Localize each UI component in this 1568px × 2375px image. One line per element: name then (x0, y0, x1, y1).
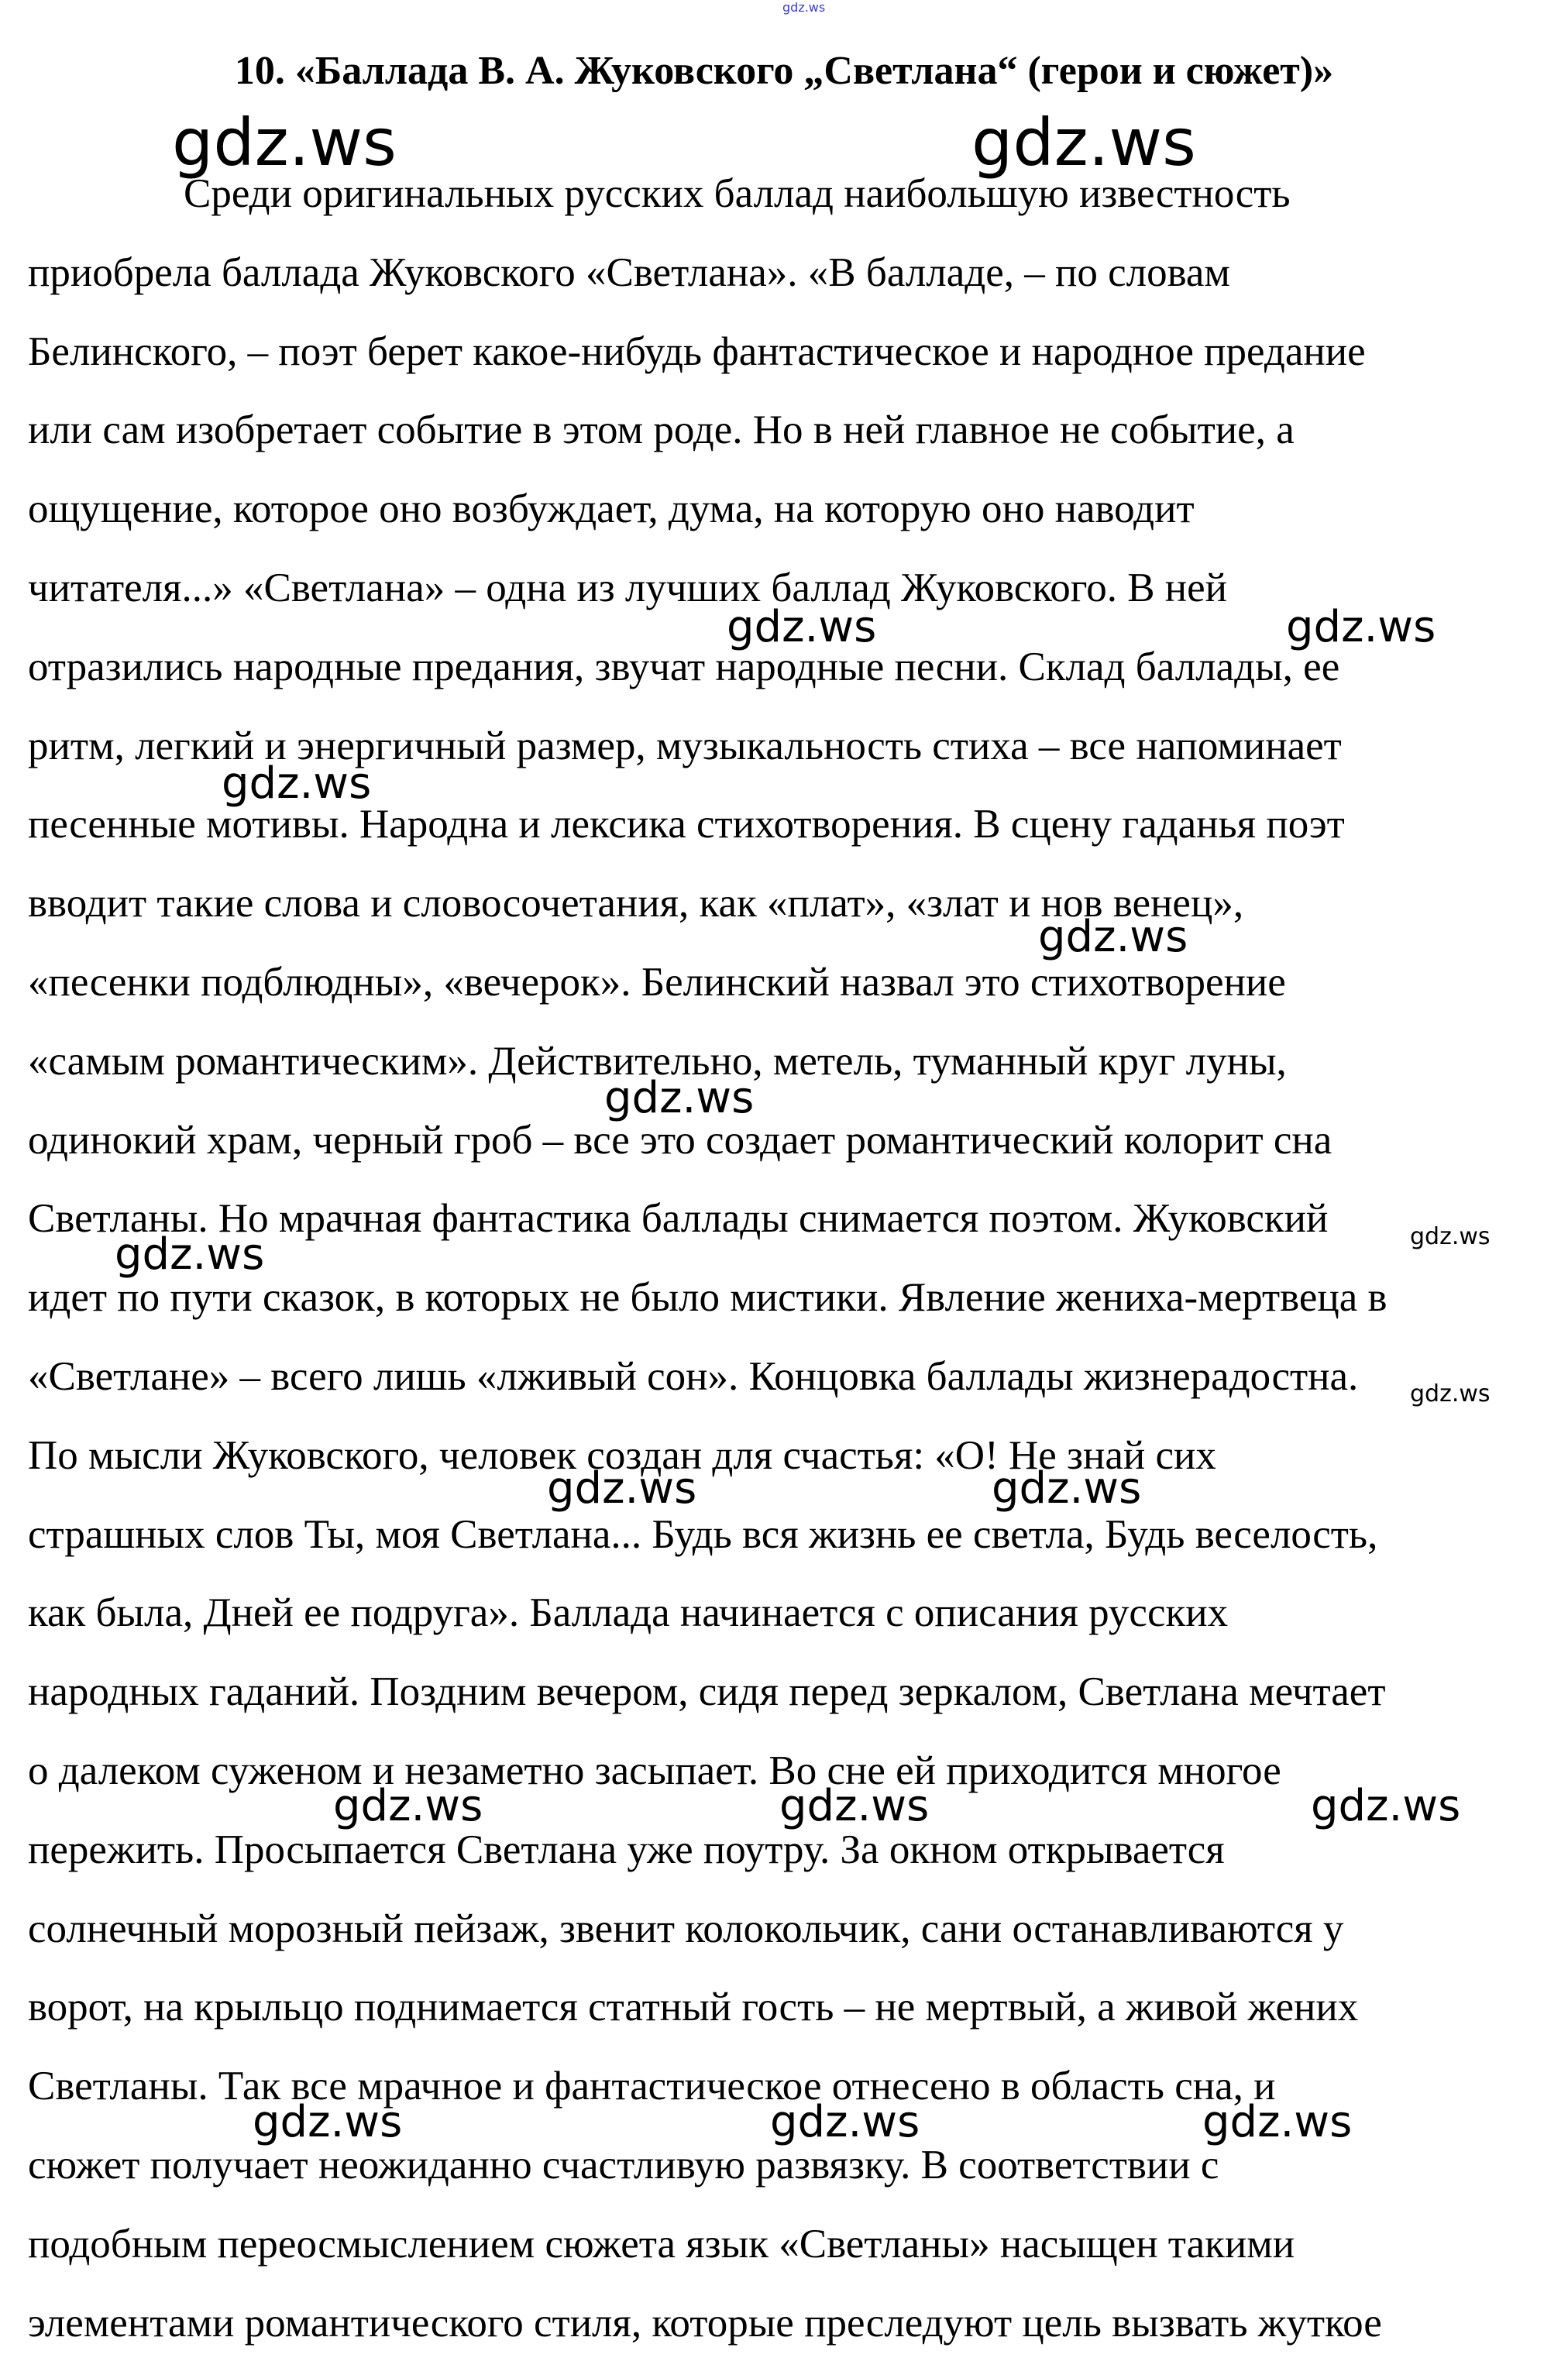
text-line: идет по пути сказок, в которых не было мистики. Явление жениха-мертвеца в (28, 1275, 1387, 1321)
watermark: gdz.ws (547, 1463, 697, 1514)
watermark: gdz.ws (727, 602, 877, 652)
watermark: gdz.ws (333, 1781, 483, 1831)
watermark: gdz.ws (172, 105, 397, 180)
watermark: gdz.ws (992, 1463, 1142, 1514)
text-line: о далеком суженом и незаметно засыпает. Во сне ей приходится многое (28, 1748, 1281, 1793)
text-line: вводит такие слова и словосочетания, как «плат», «злат и нов венец», (28, 881, 1244, 926)
text-line: песенные мотивы. Народна и лексика стихотворения. В сцену гаданья поэт (28, 802, 1345, 847)
watermark: gdz.ws (1410, 1223, 1491, 1250)
watermark: gdz.ws (779, 1781, 930, 1831)
text-line: элементами романтического стиля, которые преследуют цель вызвать жуткое (28, 2300, 1382, 2346)
text-line: пережить. Просыпается Светлана уже поутру. За окном открывается (28, 1827, 1225, 1872)
watermark: gdz.ws (253, 2097, 403, 2147)
text-line: одинокий храм, черный гроб – все это создает романтический колорит сна (28, 1117, 1332, 1163)
text-line: народных гаданий. Поздним вечером, сидя перед зеркалом, Светлана мечтает (28, 1669, 1386, 1715)
watermark: gdz.ws (222, 758, 372, 809)
text-line: отразились народные предания, звучат народные песни. Склад баллады, ее (28, 644, 1340, 689)
text-line: или сам изобретает событие в этом роде. Но в ней главное не событие, а (28, 407, 1295, 453)
text-line: «самым романтическим». Действительно, метель, туманный круг луны, (28, 1038, 1287, 1084)
text-line: приобрела баллада Жуковского «Светлана». «В балладе, – по словам (28, 249, 1230, 295)
text-line: ворот, на крыльцо поднимается статный гость – не мертвый, а живой жених (28, 1985, 1359, 2030)
text-line: «Светлане» – всего лишь «лживый сон». Концовка баллады жизнерадостна. (28, 1353, 1359, 1399)
text-line: Светланы. Так все мрачное и фантастическое отнесено в область сна, и (28, 2064, 1276, 2109)
text-line: Среди оригинальных русских баллад наибольшую известность (184, 171, 1291, 216)
watermark: gdz.ws (1286, 602, 1436, 652)
text-line: страшных слов Ты, моя Светлана... Будь вся жизнь ее светла, Будь веселость, (28, 1511, 1378, 1557)
text-line: сюжет получает неожиданно счастливую развязку. В соответствии с (28, 2142, 1219, 2188)
watermark-top: gdz.ws (782, 0, 826, 15)
text-line: Белинского, – поэт берет какое-нибудь фантастическое и народное предание (28, 328, 1366, 374)
page-title: 10. «Баллада В. А. Жуковского „Светлана“ (герои и сюжет)» (234, 49, 1334, 93)
watermark: gdz.ws (770, 2097, 920, 2147)
text-line: читателя...» «Светлана» – одна из лучших баллад Жуковского. В ней (28, 565, 1228, 610)
text-line: «песенки подблюдны», «вечерок». Белинский назвал это стихотворение (28, 959, 1286, 1005)
watermark: gdz.ws (971, 105, 1196, 180)
watermark: gdz.ws (115, 1229, 265, 1280)
text-line: подобным переосмыслением сюжета язык «Светланы» насыщен такими (28, 2221, 1295, 2267)
watermark: gdz.ws (1410, 1380, 1491, 1407)
watermark: gdz.ws (604, 1073, 755, 1123)
watermark: gdz.ws (1038, 912, 1188, 962)
watermark: gdz.ws (1202, 2097, 1353, 2147)
watermark: gdz.ws (1311, 1781, 1461, 1831)
text-line: ощущение, которое оно возбуждает, дума, на которую оно наводит (28, 486, 1195, 532)
text-line: солнечный морозный пейзаж, звенит колокольчик, сани останавливаются у (28, 1906, 1344, 1951)
text-line: По мысли Жуковского, человек создан для счастья: «О! Не знай сих (28, 1432, 1216, 1478)
text-line: как была, Дней ее подруга». Баллада начинается с описания русских (28, 1590, 1229, 1636)
text-line: Светланы. Но мрачная фантастика баллады снимается поэтом. Жуковский (28, 1196, 1329, 1242)
text-line: ритм, легкий и энергичный размер, музыкальность стиха – все напоминает (28, 723, 1342, 768)
